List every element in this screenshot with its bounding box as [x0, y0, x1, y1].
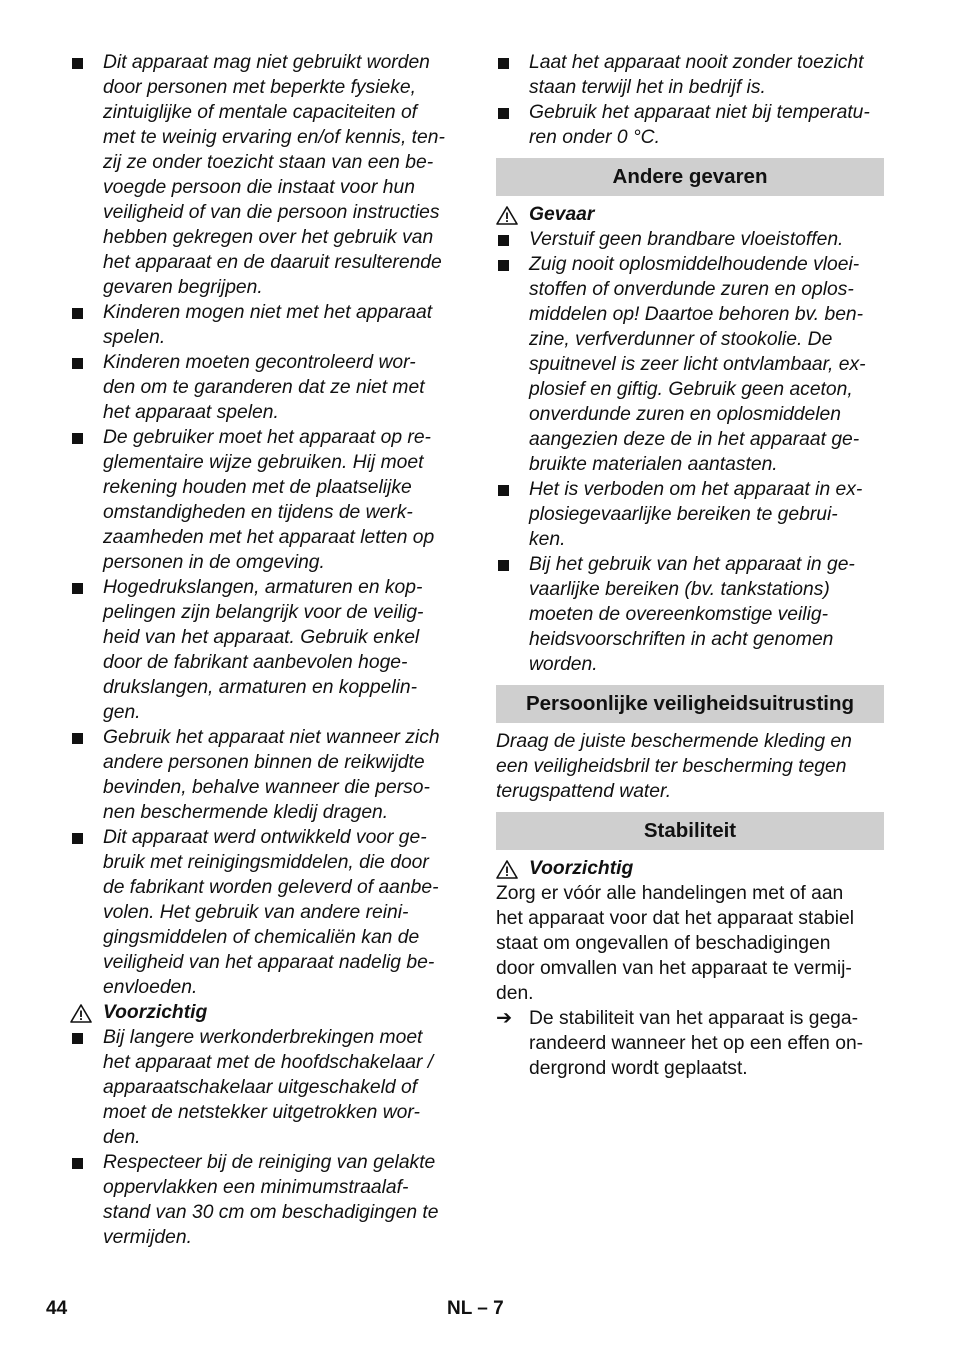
bullet-item [496, 552, 884, 677]
text-line: dergrond wordt geplaatst. [529, 1058, 748, 1079]
text-line: Stabiliteit [643, 819, 737, 842]
warning-label [496, 202, 884, 227]
text-line: door omvallen van het apparaat te vermij- [496, 958, 852, 979]
bullet-item [70, 725, 462, 825]
text-line: onverdunde zuren en oplosmiddelen [529, 404, 841, 425]
warning-icon [496, 859, 518, 879]
text-line: staat om ongevallen of beschadigingen [496, 933, 831, 954]
text-line: heidsvoorschriften in acht genomen [529, 629, 834, 650]
text-line: spelen. [103, 327, 166, 348]
text-line: zintuiglijke of mentale capaciteiten of [103, 102, 418, 123]
text-line: De gebruiker moet het apparaat op re- [103, 427, 431, 448]
result-item [496, 1006, 884, 1081]
bullet-item [496, 477, 884, 552]
text-line: andere personen binnen de reikwijdte [103, 752, 425, 773]
text-line: personen in de omgeving. [103, 552, 325, 573]
text-line: omstandigheden en tijdens de werk- [103, 502, 413, 523]
arrow-right-icon: ➔ [496, 1008, 513, 1029]
text-line: veiligheid van het apparaat nadelig be- [103, 952, 435, 973]
bullet-item [496, 100, 884, 150]
text-line: Laat het apparaat nooit zonder toezicht [529, 52, 864, 73]
text-line: Zorg er vóór alle handelingen met of aan [496, 883, 844, 904]
text-line: Kinderen mogen niet met het apparaat [103, 302, 433, 323]
bullet-item [70, 1150, 462, 1250]
text-line: zine, verfverdunner of stookolie. De [529, 329, 833, 350]
text-line: gen. [103, 702, 141, 723]
bullet-item [496, 227, 884, 252]
text-line: met te weinig ervaring en/of kennis, ten- [103, 127, 445, 148]
text-line: Persoonlijke veiligheidsuitrusting [525, 692, 855, 715]
text-line: het apparaat spelen. [103, 402, 279, 423]
text-line: Respecteer bij de reiniging van gelakte [103, 1152, 436, 1173]
text-line: middelen op! Daartoe behoren bv. ben- [529, 304, 864, 325]
text-line: Dit apparaat werd ontwikkeld voor ge- [103, 827, 427, 848]
text-line: Andere gevaren [612, 165, 768, 188]
text-line: heid van het apparaat. Gebruik enkel [103, 627, 420, 648]
text-line: stoffen of onverdunde zuren en oplos- [529, 279, 854, 300]
text-line: plosiegevaarlijke bereiken te gebrui- [529, 504, 838, 525]
text-line: Dit apparaat mag niet gebruikt worden [103, 52, 430, 73]
text-line: bruik met reinigingsmiddelen, die door [103, 852, 429, 873]
text-line: worden. [529, 654, 598, 675]
text-line: door personen met beperkte fysieke, [103, 77, 416, 98]
paragraph [496, 881, 884, 1006]
text-line: zaamheden met het apparaat letten op [103, 527, 435, 548]
text-line: De stabiliteit van het apparaat is gega- [529, 1008, 859, 1029]
text-line: Gebruik het apparaat niet wanneer zich [103, 727, 440, 748]
text-line: oppervlakken een minimumstraalaf- [103, 1177, 409, 1198]
text-line: envloeden. [103, 977, 198, 998]
text-line: apparaatschakelaar uitgeschakeld of [103, 1077, 418, 1098]
text-line: Verstuif geen brandbare vloeistoffen. [529, 229, 844, 250]
text-line: Kinderen moeten gecontroleerd wor- [103, 352, 416, 373]
text-line: den. [496, 983, 534, 1004]
bullet-item [70, 300, 462, 350]
section-heading [496, 158, 884, 196]
text-line: drukslangen, armaturen en koppelin- [103, 677, 418, 698]
text-line: volen. Het gebruik van andere reini- [103, 902, 409, 923]
text-line: glementaire wijze gebruiken. Hij moet [103, 452, 424, 473]
text-line: aangezien deze de in het apparaat ge- [529, 429, 860, 450]
text-line: nen beschermende kledij dragen. [103, 802, 389, 823]
text-line: zij ze onder toezicht staan van een be- [103, 152, 434, 173]
text-line: veiligheid of van die persoon instructies [103, 202, 440, 223]
text-line: Bij het gebruik van het apparaat in ge- [529, 554, 855, 575]
language-page-label: NL – 7 [447, 1298, 504, 1319]
text-line: ren onder 0 °C. [529, 127, 660, 148]
text-line: stand van 30 cm om beschadigingen te [103, 1202, 439, 1223]
text-line: het apparaat en de daaruit resulterende [103, 252, 442, 273]
text-line: randeerd wanneer het op een effen on- [529, 1033, 864, 1054]
warning-icon [70, 1003, 92, 1023]
text-line: spuitnevel is zeer licht ontvlambaar, ex- [529, 354, 866, 375]
text-line: gevaren begrijpen. [103, 277, 263, 298]
warning-icon [496, 205, 518, 225]
text-line: bruikte materialen aantasten. [529, 454, 778, 475]
text-line: gingsmiddelen of chemicaliën kan de [103, 927, 420, 948]
text-line: den om te garanderen dat ze niet met [103, 377, 425, 398]
text-line: rekening houden met de plaatselijke [103, 477, 412, 498]
text-line: het apparaat voor dat het apparaat stabiel [496, 908, 855, 929]
bullet-item [70, 1025, 462, 1150]
text-line: den. [103, 1127, 141, 1148]
bullet-item [70, 425, 462, 575]
warning-label [496, 856, 884, 881]
bullet-item [70, 575, 462, 725]
text-line: terugspattend water. [496, 781, 672, 802]
text-line: pelingen zijn belangrijk voor de veilig- [103, 602, 424, 623]
bullet-item [70, 50, 462, 300]
text-line: vermijden. [103, 1227, 192, 1248]
text-line: Gebruik het apparaat niet bij temperatu- [529, 102, 870, 123]
text-line: vaarlijke bereiken (bv. tankstations) [529, 579, 830, 600]
text-line: het apparaat met de hoofdschakelaar / [103, 1052, 434, 1073]
text-line: staan terwijl het in bedrijf is. [529, 77, 766, 98]
right-column [496, 50, 884, 1081]
text-line: hebben gekregen over het gebruik van [103, 227, 434, 248]
section-heading [496, 812, 884, 850]
text-line: Bij langere werkonderbrekingen moet [103, 1027, 423, 1048]
text-line: moet de netstekker uitgetrokken wor- [103, 1102, 420, 1123]
bullet-item [496, 252, 884, 477]
page-number: 44 [46, 1298, 68, 1319]
paragraph [496, 729, 884, 804]
text-line: Voorzichtig [103, 1002, 208, 1023]
text-line: door de fabrikant aanbevolen hoge- [103, 652, 408, 673]
text-line: moeten de overeenkomstige veilig- [529, 604, 829, 625]
text-line: Hogedrukslangen, armaturen en kop- [103, 577, 423, 598]
text-line: een veiligheidsbril ter bescherming tegen [496, 756, 847, 777]
bullet-item [70, 350, 462, 425]
section-heading [496, 685, 884, 723]
warning-label [70, 1000, 462, 1025]
text-line: Draag de juiste beschermende kleding en [496, 731, 852, 752]
text-line: plosief en giftig. Gebruik geen aceton, [529, 379, 853, 400]
text-line: ken. [529, 529, 566, 550]
bullet-item [70, 825, 462, 1000]
text-line: voegde persoon die instaat voor hun [103, 177, 415, 198]
bullet-item [496, 50, 884, 100]
text-line: Voorzichtig [529, 858, 634, 879]
text-line: Zuig nooit oplosmiddelhoudende vloei- [529, 254, 860, 275]
left-column [70, 50, 462, 1250]
text-line: de fabrikant worden geleverd of aanbe- [103, 877, 439, 898]
text-line: Gevaar [529, 204, 595, 225]
text-line: bevinden, behalve wanneer die perso- [103, 777, 430, 798]
text-line: Het is verboden om het apparaat in ex- [529, 479, 863, 500]
